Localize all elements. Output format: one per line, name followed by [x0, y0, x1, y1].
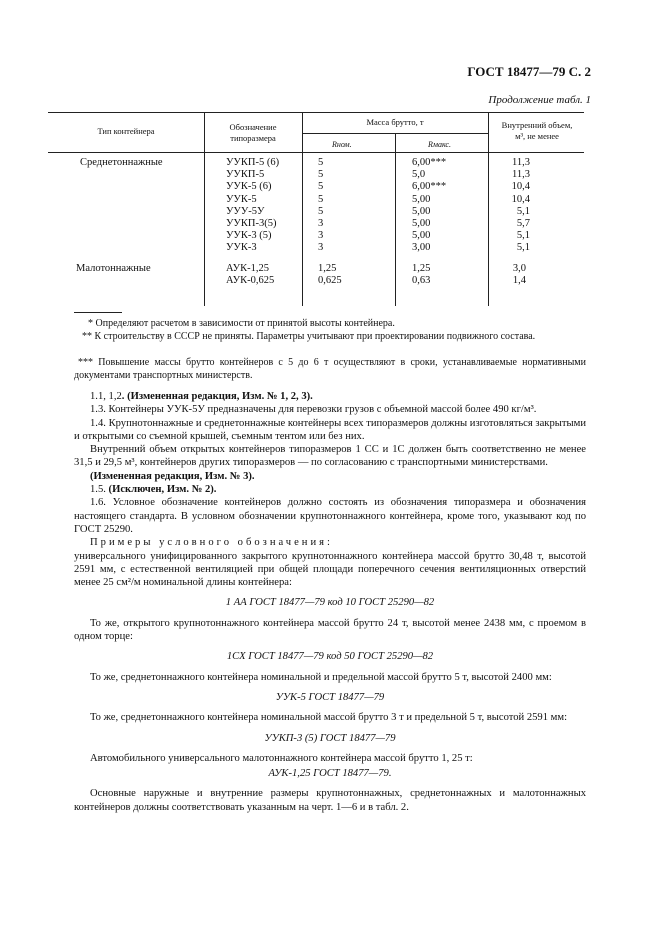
- header-mass-max: Rмакс.: [428, 140, 451, 149]
- para-ref: 1.1, 1,2: [90, 391, 122, 402]
- header-size-designation: [206, 122, 300, 144]
- row-type-small: Малотоннажные: [76, 263, 151, 274]
- header-size-designation-line1: Обозначение: [229, 122, 277, 132]
- para-example-3-desc: То же, среднетоннажного контейнера номинальной и предельной массой брутто 5 т, высотой 2400 мм:: [90, 671, 552, 683]
- nominal-mass-small: 1,25 0,625: [318, 263, 342, 287]
- footnote-separator: [74, 312, 122, 313]
- footnote-1: * Определяют расчетом в зависимости от принятой высоты контейнера.: [88, 318, 395, 329]
- main-text: [74, 390, 586, 814]
- footnote-3: *** Повышение массы брутто контейнеров с 5 до 6 т осуществляют в сроки, устанавливаемые нормативными документами транспортных министерств.: [74, 357, 586, 381]
- nominal-mass-medium: 5 5 5 5 5 3 3 3: [318, 157, 324, 254]
- table-col-divider-3: [395, 133, 396, 306]
- excluded-note: (Исключен, Изм. № 2).: [108, 484, 217, 496]
- para-example-2-desc: То же, открытого крупнотоннажного контейнера массой брутто 24 т, высотой менее 2438 мм, с проемом в одном торце:: [74, 617, 586, 643]
- para-example-5-desc: Автомобильного универсального малотоннажного контейнера массой брутто 1, 25 т:: [90, 752, 473, 764]
- header-internal-volume-line2: м³, не менее: [515, 131, 559, 141]
- table-col-divider-1: [204, 112, 205, 306]
- page-header: ГОСТ 18477—79 С. 2: [467, 64, 591, 79]
- amended-note: . (Измененная редакция, Изм. № 1, 2, 3).: [121, 391, 313, 402]
- row-type-medium: Среднетоннажные: [80, 157, 163, 168]
- example-4: УУКП-3 (5) ГОСТ 18477—79: [264, 732, 396, 744]
- para-dimensions: Основные наружные и внутренние размеры крупнотоннажных, среднетоннажных и малотоннажных контейнеров должны соответствовать указанным на черт. 1—6 и в табл. 2.: [74, 788, 586, 813]
- table-top-rule: [48, 112, 584, 113]
- example-2: 1СХ ГОСТ 18477—79 код 50 ГОСТ 25290—82: [226, 651, 434, 663]
- para-1-4: 1.4. Крупнотоннажные и среднетоннажные контейнеры всех типоразмеров должны изготовляться закрытыми и открытыми со съемной крышей, съемным тентом или без них.: [74, 417, 586, 442]
- volume-medium: 11,3 11,3 10,4 10,4 5,1 5,7 5,1 5,1: [511, 157, 530, 254]
- amended-note-3: (Измененная редакция, Изм. № 3).: [90, 470, 255, 482]
- codes-small: АУК-1,25 АУК-0,625: [226, 263, 275, 287]
- header-internal-volume: [490, 120, 584, 142]
- max-mass-medium: 6,00*** 5,0 6,00*** 5,00 5,00 5,00 5,00 3,00: [412, 157, 447, 254]
- example-5: АУК-1,25 ГОСТ 18477—79.: [268, 768, 392, 780]
- para-1-6: 1.6. Условное обозначение контейнеров должно состоять из обозначения типоразмера и обозначения настоящего стандарта. В условном обозначении крупнотоннажного контейнера, кроме того, указывают код по ГОСТ 25290.: [74, 497, 586, 535]
- para-1-5: [74, 483, 586, 496]
- example-3: УУК-5 ГОСТ 18477—79: [275, 691, 385, 703]
- para-example-4-desc: То же, среднетоннажного контейнера номинальной массой брутто 3 т и предельной 5 т, высотой 2591 мм:: [90, 712, 568, 724]
- para-1-3: 1.3. Контейнеры УУК-5У предназначены для перевозки грузов с объемной массой более 490 кг/м³.: [90, 404, 537, 416]
- header-internal-volume-line1: Внутренний объем,: [501, 120, 573, 130]
- para-1-5-number: 1.5.: [90, 484, 109, 496]
- codes-medium: УУКП-5 (6) УУКП-5 УУК-5 (6) УУК-5 УУУ-5У УУКП-3(5) УУК-3 (5) УУК-3: [226, 157, 280, 254]
- para-internal-volume: Внутренний объем открытых контейнеров типоразмеров 1 СС и 1С должен быть соответственно не менее 31,5 и 29,5 м³, контейнеров других типоразмеров — по согласованию с транспортными министерствами.: [74, 444, 586, 469]
- table-col-divider-4: [488, 112, 489, 306]
- examples-heading: Примеры условного обозначения:: [90, 537, 333, 549]
- header-container-type: Тип контейнера: [97, 126, 155, 136]
- table-header-rule: [48, 152, 584, 153]
- para-example-1-desc: универсального унифицированного закрытого крупнотоннажного контейнера массой брутто 30,48 т, высотой 2591 мм, с естественной вентиляцией при общей площади поперечного сечения вентиляционных отверстий менее 25 см²/м номинальной длины контейнера:: [74, 550, 586, 589]
- header-mass-nominal: Rном.: [332, 140, 352, 149]
- table-continuation-label: Продолжение табл. 1: [488, 94, 591, 106]
- para-1-1-1-2: [74, 390, 586, 403]
- table-col-divider-2: [302, 112, 303, 306]
- volume-small: 3,0 1,4: [512, 263, 526, 287]
- max-mass-small: 1,25 0,63: [412, 263, 431, 287]
- footnote-2: ** К строительству в СССР не приняты. Параметры учитывают при проектировании подвижного состава.: [82, 331, 536, 342]
- header-gross-mass: Масса брутто, т: [366, 117, 424, 127]
- header-size-designation-line2: типоразмера: [230, 133, 276, 143]
- example-1: 1 АА ГОСТ 18477—79 код 10 ГОСТ 25290—82: [225, 597, 435, 609]
